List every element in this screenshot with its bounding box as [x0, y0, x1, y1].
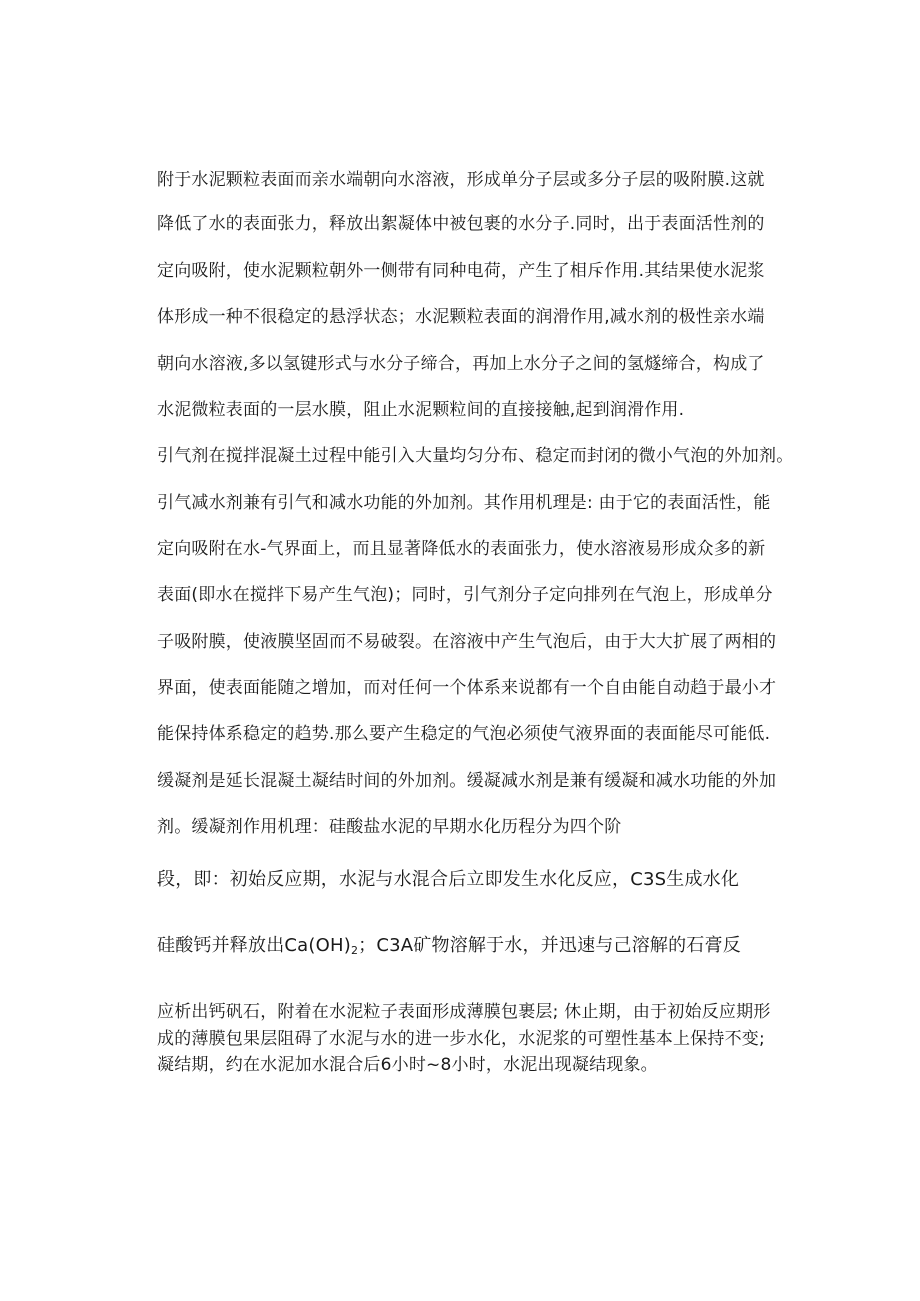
text-line: 能保持体系稳定的趋势.那么要产生稳定的气泡必须使气液界面的表面能尽可能低. [157, 724, 771, 744]
text-line: 应析出钙矾石，附着在水泥粒子表面形成薄膜包裹层; 休止期，由于初始反应期形 [157, 1002, 771, 1022]
text-segment: ；C3A矿物溶解于水，并迅速与己溶解的石膏反 [358, 935, 741, 956]
text-line: 附于水泥颗粒表面而亲水端朝向水溶液，形成单分子层或多分子层的吸附膜.这就 [157, 170, 765, 190]
text-line: 定向吸附，使水泥颗粒朝外一侧带有同种电荷，产生了相斥作用.其结果使水泥浆 [157, 261, 765, 281]
text-line: 水泥微粒表面的一层水膜，阻止水泥颗粒间的直接接触,起到润滑作用. [157, 400, 685, 420]
text-line: 引气减水剂兼有引气和减水功能的外加剂。其作用机理是: 由于它的表面活性，能 [157, 493, 771, 513]
text-line: 子吸附膜，使液膜坚固而不易破裂。在溶液中产生气泡后，由于大大扩展了两相的 [157, 632, 777, 652]
text-line: 缓凝剂是延长混凝土凝结时间的外加剂。缓凝减水剂是兼有缓凝和减水功能的外加 [157, 771, 777, 791]
text-segment: 硅酸钙并释放出Ca(OH) [157, 935, 351, 956]
subscript: 2 [350, 944, 359, 957]
text-line: 朝向水溶液,多以氢键形式与水分子缔合，再加上水分子之间的氢燧缔合，构成了 [157, 354, 765, 374]
text-line: 引气剂在搅拌混凝土过程中能引入大量均匀分布、稳定而封闭的微小气泡的外加剂。 [157, 446, 794, 466]
text-line: 段，即：初始反应期，水泥与水混合后立即发生水化反应，C3S生成水化 [157, 869, 740, 890]
text-line-with-subscript [157, 934, 741, 963]
text-line: 凝结期，约在水泥加水混合后6小时~8小时，水泥出现凝结现象。 [157, 1055, 658, 1075]
text-line: 界面，使表面能随之增加，而对任何一个体系来说都有一个自由能自动趋于最小才 [157, 678, 777, 698]
text-line: 体形成一种不很稳定的悬浮状态；水泥颗粒表面的润滑作用,减水剂的极性亲水端 [157, 307, 765, 327]
text-line: 成的薄膜包果层阻碍了水泥与水的进一步水化，水泥浆的可塑性基本上保持不变; [157, 1029, 765, 1049]
text-line: 定向吸附在水-气界面上，而且显著降低水的表面张力，使水溶液易形成众多的新 [157, 539, 766, 559]
text-line: 降低了水的表面张力，释放出絮凝体中被包裹的水分子.同时，出于表面活性剂的 [157, 214, 765, 234]
text-line: 剂。缓凝剂作用机理：硅酸盐水泥的早期水化历程分为四个阶 [157, 817, 622, 837]
text-line: 表面(即水在搅拌下易产生气泡)；同时，引气剂分子定向排列在气泡上，形成单分 [157, 585, 773, 605]
